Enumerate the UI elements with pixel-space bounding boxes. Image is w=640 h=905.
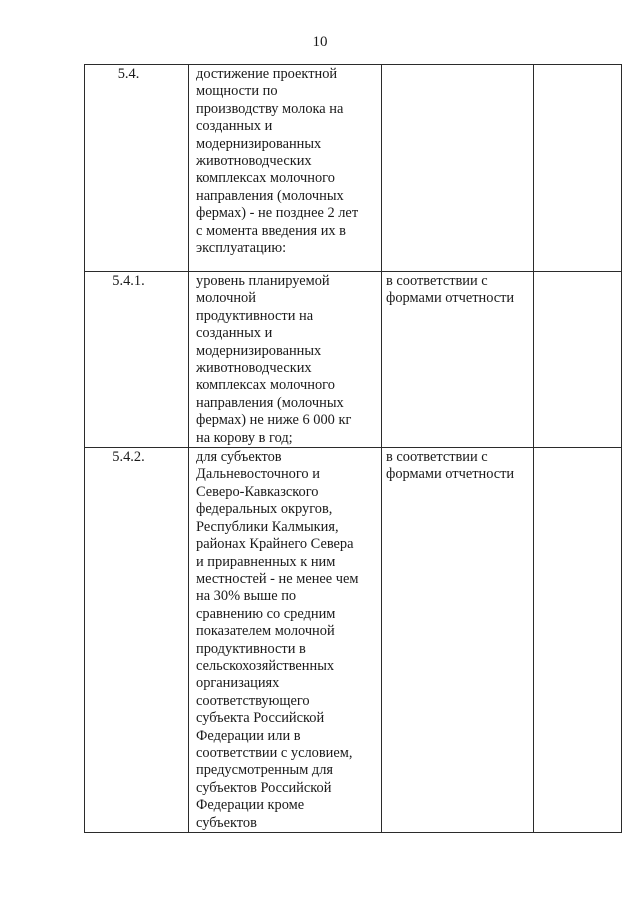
extra-text (534, 272, 621, 273)
requirement-text: уровень планируемой молочной продуктивности на созданных и модернизированных животноводческих комплексах молочного направления (молочных фермах) не ниже 6 000 кг на корову в год; (196, 273, 352, 446)
table-row (85, 272, 622, 448)
requirements-table (84, 64, 622, 833)
extra-cell (534, 65, 622, 272)
page-number: 10 (312, 34, 328, 50)
row-number-cell (85, 272, 189, 448)
extra-cell (534, 272, 622, 448)
requirement-text: достижение проектной мощности по производству молока на созданных и модернизированных животноводческих комплексах молочного направления (молочных фермах) - не позднее 2 лет с момента введения их в эксплуатацию: (196, 66, 359, 257)
row-number: 5.4.2. (112, 449, 145, 466)
table-row (85, 65, 622, 272)
source-text: в соответствии с формами отчетности (386, 273, 515, 307)
source-cell (382, 272, 534, 448)
source-cell (382, 65, 534, 272)
extra-cell (534, 448, 622, 833)
requirement-text: для субъектов Дальневосточного и Северо-Кавказского федеральных округов, Республики Калмыкия, районах Крайнего Севера и приравненных к ним местностей - не менее чем на 30% выше по сравнению со средним показателем молочной продуктивности в сельскохозяйственных организациях соответствующего субъекта Российской Федерации или в соответствии с условием, предусмотренным для субъектов Российской Федерации кроме субъектов (196, 449, 359, 831)
row-number-cell (85, 448, 189, 833)
requirement-text-cell (189, 65, 382, 272)
extra-text (534, 448, 621, 449)
source-cell (382, 448, 534, 833)
requirement-text-cell (189, 272, 382, 448)
source-text: в соответствии с формами отчетности (386, 449, 515, 483)
requirement-text-cell (189, 448, 382, 833)
row-number-cell (85, 65, 189, 272)
table-row (85, 448, 622, 833)
extra-text (534, 65, 621, 66)
row-number: 5.4.1. (112, 273, 145, 289)
row-number: 5.4. (117, 66, 140, 82)
source-text (386, 65, 533, 66)
